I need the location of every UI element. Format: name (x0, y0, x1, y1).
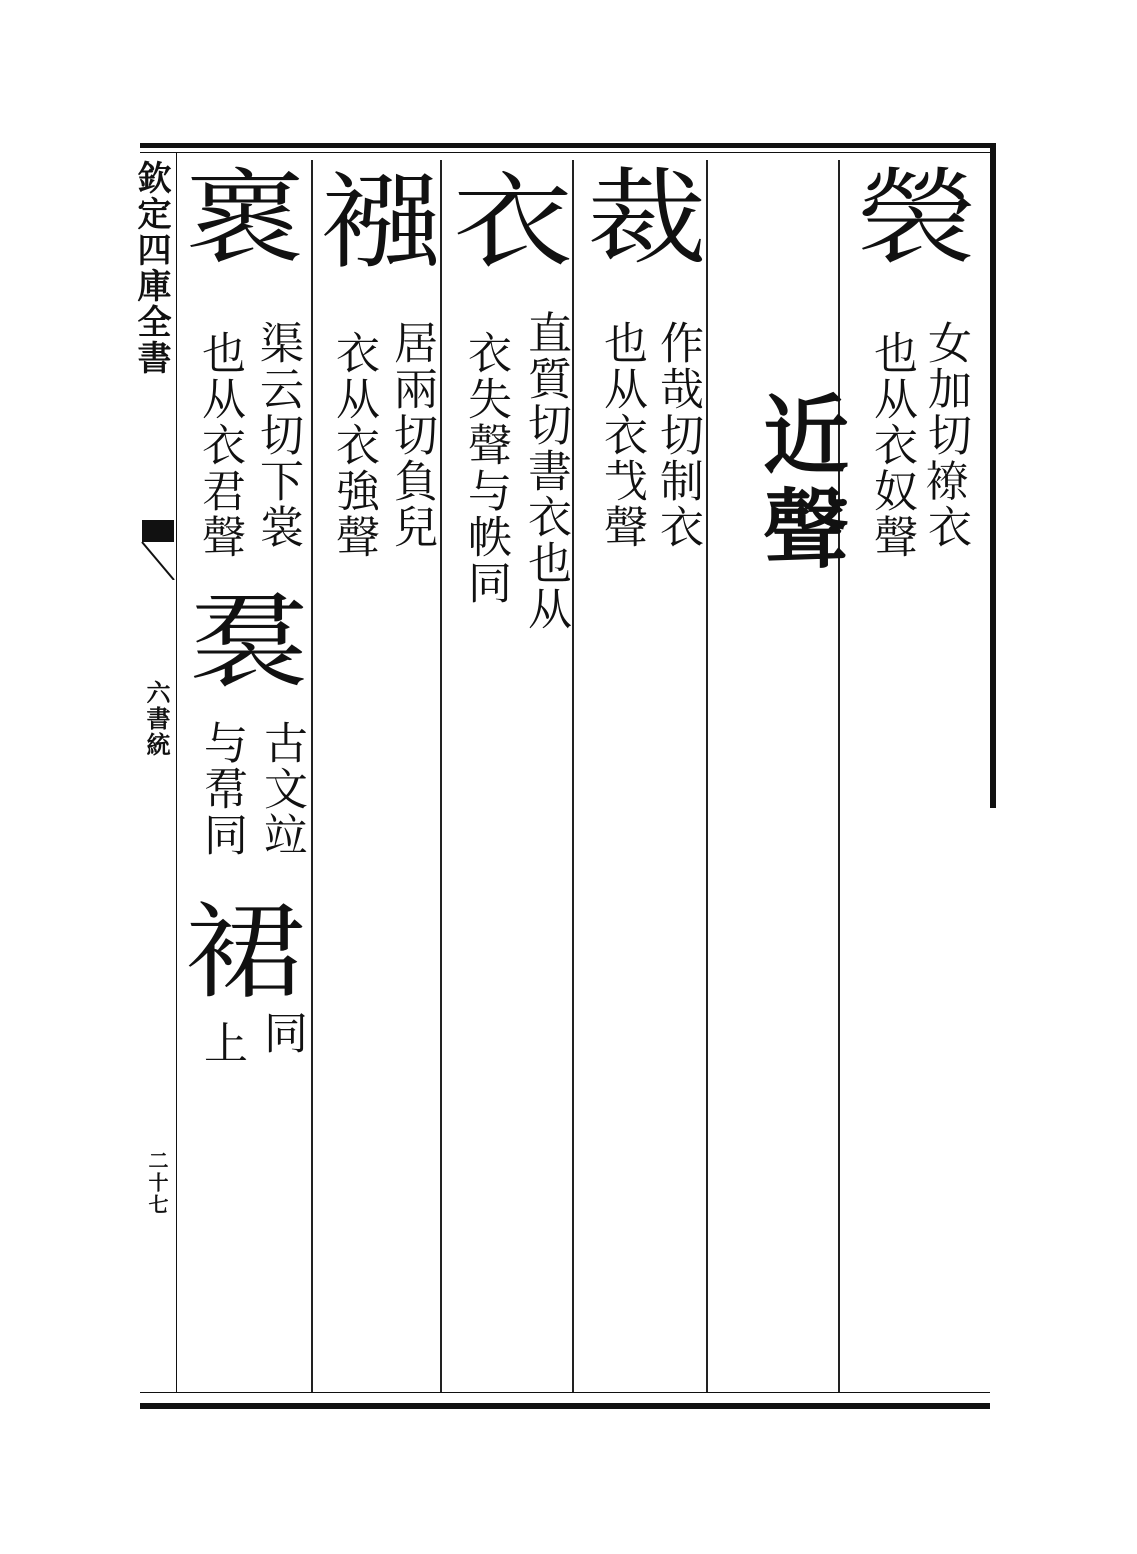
chapter-title: 六書統 (142, 680, 171, 758)
bottom-border-inner (140, 1392, 990, 1393)
top-border-inner (140, 152, 996, 153)
gloss-left: 也从衣君聲 (194, 330, 245, 560)
entry-column-5 (318, 160, 448, 1392)
gloss-left: 衣从衣強聲 (328, 330, 379, 560)
entry-column-6 (180, 157, 310, 1392)
variant-note-left: 上 (196, 1020, 247, 1066)
variant-seal-character-2: 裙 (185, 891, 305, 1013)
margin-band-divider (176, 152, 177, 1392)
seal-character: 衣 (453, 161, 573, 283)
variant-gloss-right: 古文竝 (256, 720, 307, 858)
gloss-left: 也从衣𢦏聲 (596, 320, 647, 550)
entry-column-4 (450, 160, 580, 1392)
variant-seal-character: 裠 (189, 581, 309, 703)
entry-column-2 (716, 160, 849, 1392)
seal-character: 襁 (321, 161, 441, 283)
seal-character: 褱 (185, 157, 305, 279)
book-title: 欽定四庫全書 (131, 160, 171, 376)
gloss-right: 居兩切負兒 (386, 320, 437, 550)
top-border (140, 143, 996, 148)
gloss-left: 衣失聲与帙同 (460, 330, 511, 606)
bottom-border (140, 1403, 990, 1409)
gloss-right: 作哉切制衣 (652, 320, 703, 550)
gloss-left: 也从衣奴聲 (866, 330, 917, 560)
page-number: 二十七 (145, 1150, 169, 1216)
section-heading: 近聲 (748, 390, 849, 578)
entry-column-1 (850, 157, 980, 1392)
gloss-right: 直質切書衣也从 (520, 310, 571, 632)
variant-gloss-left: 与帬同 (196, 720, 247, 858)
right-border (990, 148, 996, 808)
variant-note-right: 同 (256, 1010, 307, 1056)
column-divider (311, 160, 313, 1392)
fish-tail-mark (140, 520, 176, 580)
entry-column-3 (584, 157, 714, 1392)
gloss-right: 女加切𧝜衣 (920, 320, 971, 550)
seal-character: 褮 (857, 157, 977, 279)
seal-character: 裁 (587, 157, 707, 279)
gloss-right: 渠云切下裳 (252, 320, 303, 550)
